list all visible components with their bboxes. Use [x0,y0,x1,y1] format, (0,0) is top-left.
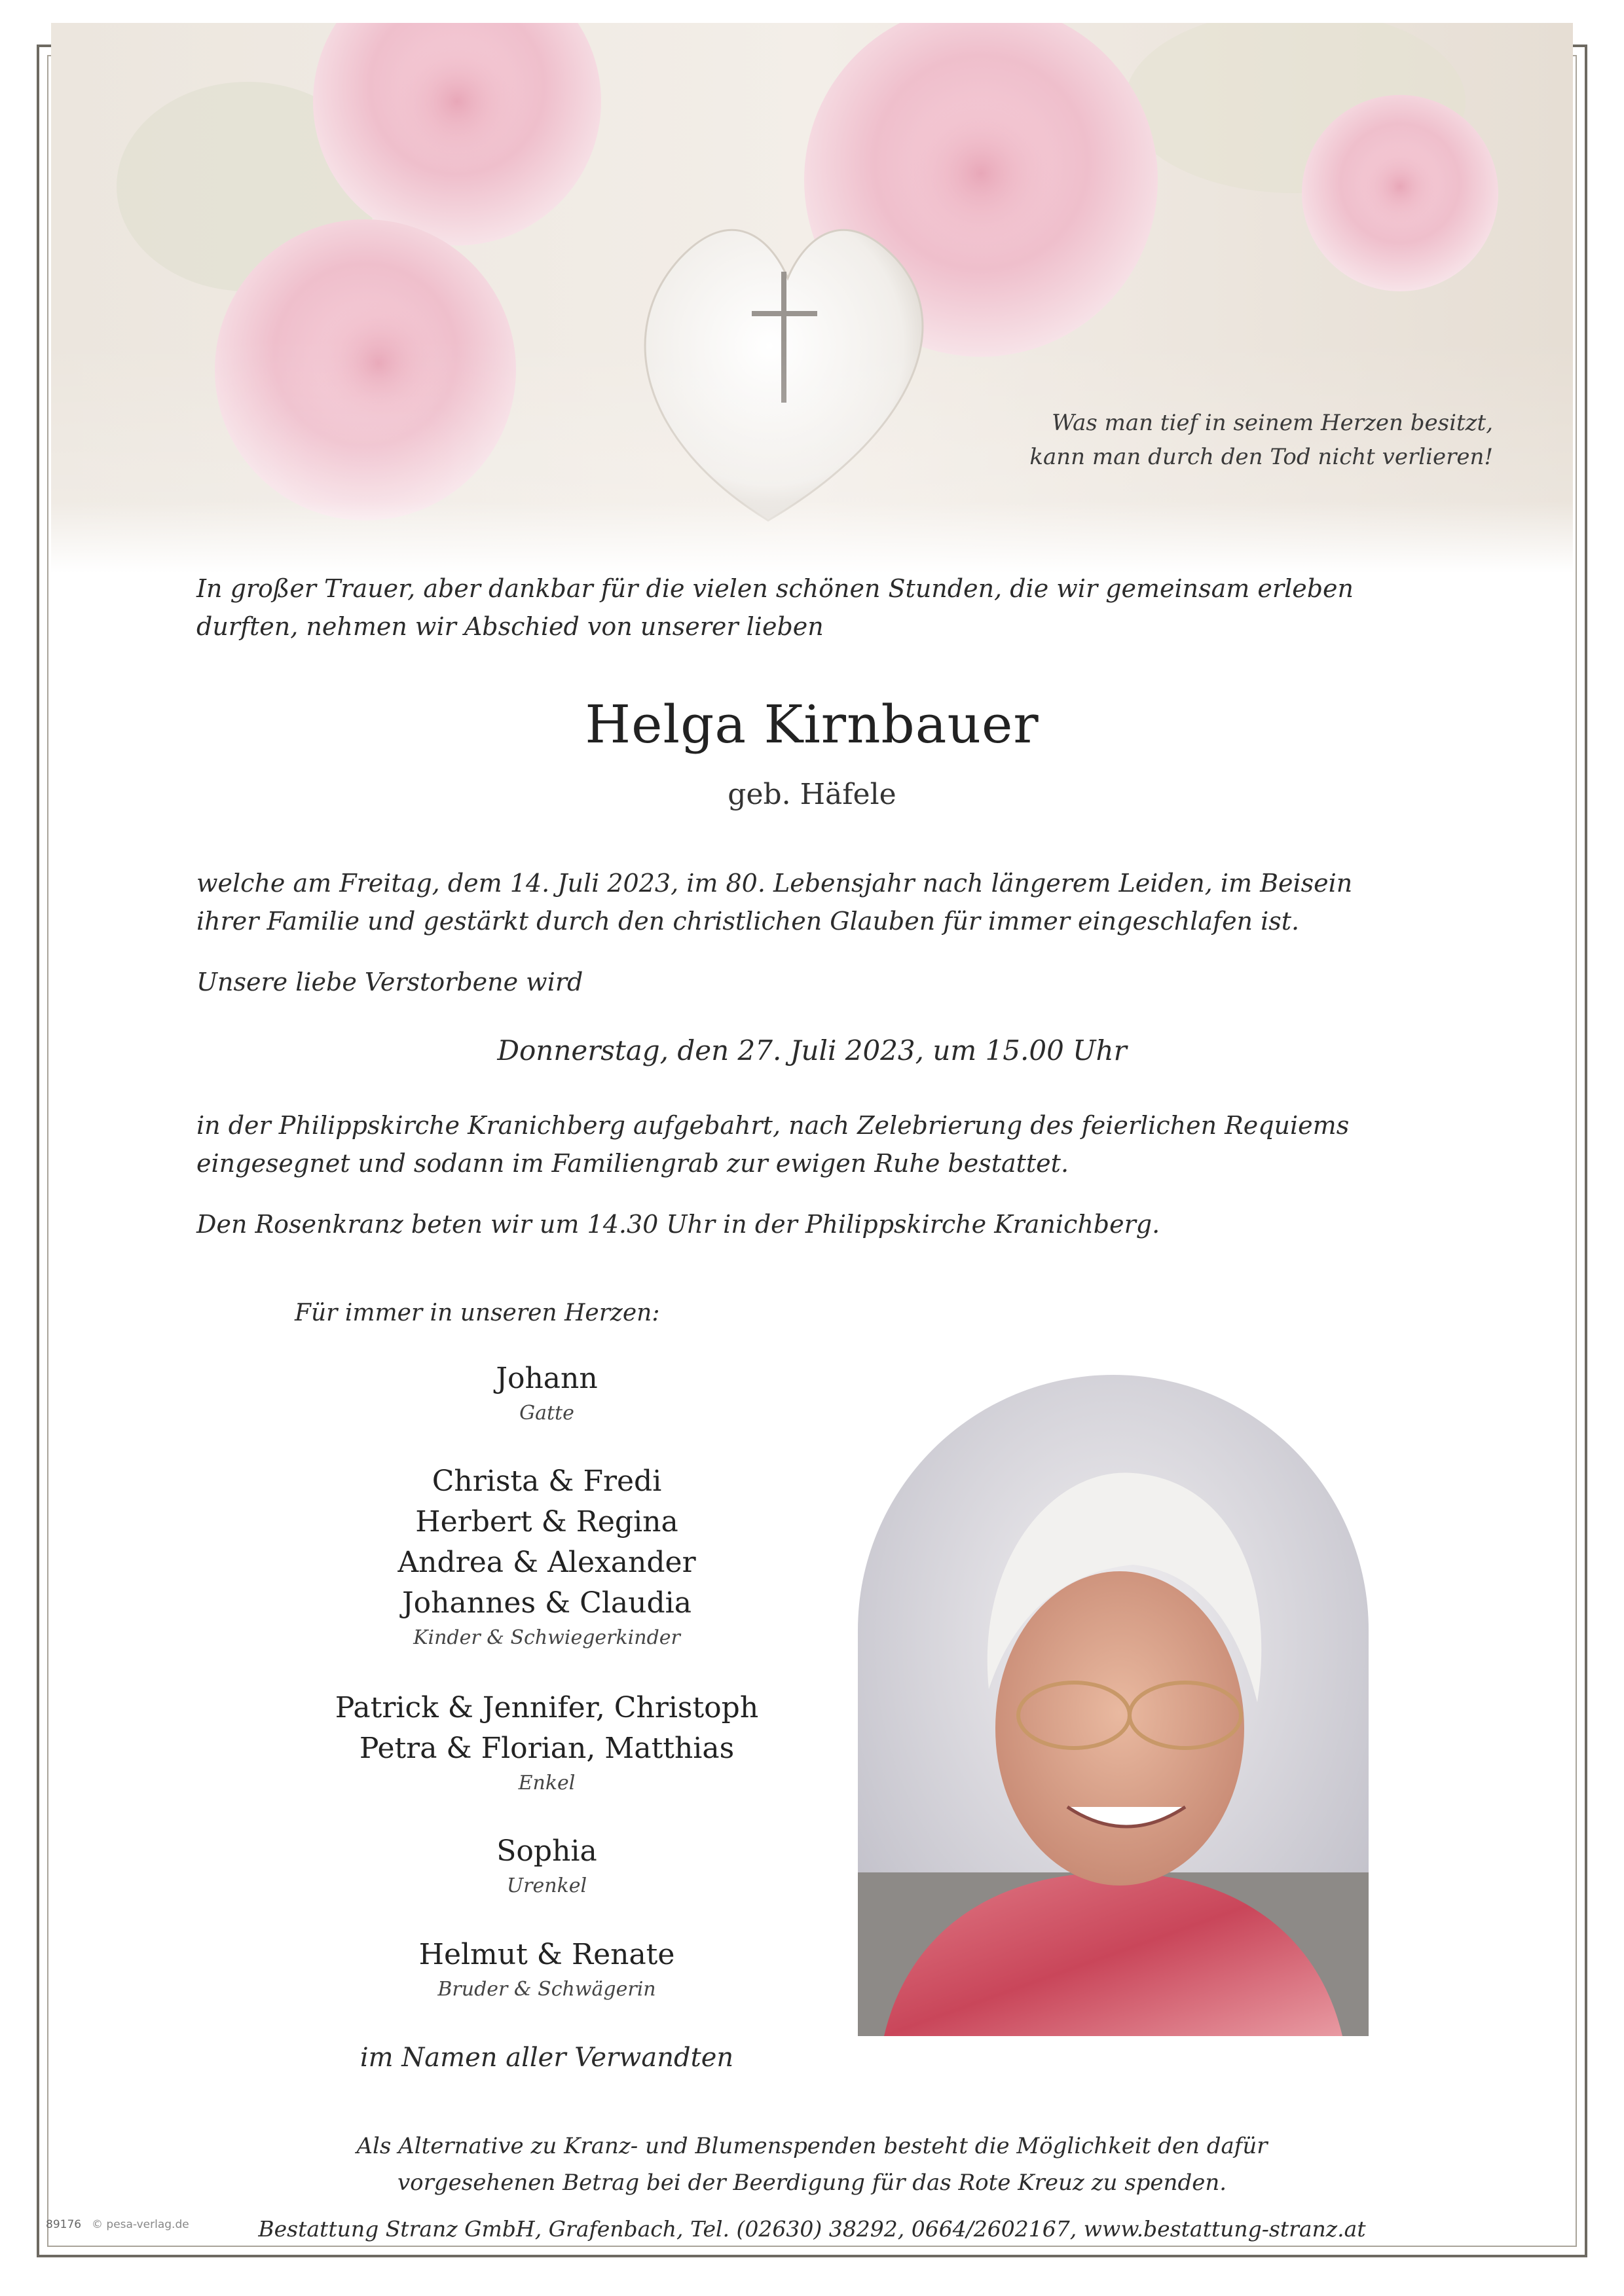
mourner-relation: Gatte [519,1402,574,1425]
quote-line-1: Was man tief in seinem Herzen besitzt, [1052,410,1493,436]
mourner-relation: Urenkel [506,1874,587,1897]
intro-line-2: durften, nehmen wir Abschied von unserer lieben [196,612,824,641]
mourner-name: Herbert & Regina [415,1505,678,1539]
portrait-photo [858,1375,1369,2036]
death-notice [196,864,1441,940]
mourner-name: Johannes & Claudia [402,1586,692,1620]
mourner-name: Patrick & Jennifer, Christoph [335,1691,759,1724]
mourner-group-spouse [196,1358,897,1428]
mourner-name: Johann [496,1362,598,1395]
rosary-text: Den Rosenkranz beten wir um 14.30 Uhr in der Philippskirche Kranichberg. [196,1210,1160,1239]
burial-line-1: in der Philippskirche Kranichberg aufgebahrt, nach Zelebrierung des feierlichen Requiems [196,1111,1350,1140]
mourner-relation: Enkel [518,1772,576,1795]
mourner-group-grandchildren [196,1688,897,1798]
quote-line-2: kann man durch den Tod nicht verlieren! [1029,444,1493,470]
mourner-name: Andrea & Alexander [397,1546,696,1579]
header-rose-image [51,23,1573,573]
maiden-name: geb. Häfele [728,778,896,811]
mourner-group-siblings [196,1935,897,2004]
burial-line-2: eingesegnet und sodann im Familiengrab zur ewigen Ruhe bestattet. [196,1149,1069,1178]
announce-text: Unsere liebe Verstorbene wird [196,968,583,996]
donation-text [0,2128,1624,2201]
burial-text [196,1106,1441,1182]
mourner-name: Petra & Florian, Matthias [359,1732,735,1765]
intro-line-1: In großer Trauer, aber dankbar für die vielen schönen Stunden, die wir gemeinsam erleben [196,574,1354,603]
funeral-date: Donnerstag, den 27. Juli 2023, um 15.00 Uhr [497,1034,1127,1066]
mourners-heading: Für immer in unseren Herzen: [295,1300,660,1326]
donation-line-1: Als Alternative zu Kranz- und Blumenspenden besteht die Möglichkeit den dafür [356,2133,1268,2159]
funeral-home-footer: Bestattung Stranz GmbH, Grafenbach, Tel. (02630) 38292, 0664/2602167, www.bestattung-stranz.at [258,2216,1366,2242]
publisher-credit: © pesa-verlag.de [92,2218,189,2231]
donation-line-2: vorgesehenen Betrag bei der Beerdigung für das Rote Kreuz zu spenden. [397,2170,1227,2196]
mourner-relation: Kinder & Schwiegerkinder [413,1626,680,1649]
mourner-group-children [196,1461,897,1652]
mourner-name: Christa & Fredi [432,1465,662,1498]
mourner-group-great-grandchildren [196,1831,897,1901]
mourner-relation: Bruder & Schwägerin [437,1978,656,2001]
death-line-1: welche am Freitag, dem 14. Juli 2023, im 80. Lebensjahr nach längerem Leiden, im Beisein [196,869,1353,898]
death-line-2: ihrer Familie und gestärkt durch den christlichen Glauben für immer eingeschlafen ist. [196,907,1300,936]
deceased-name: Helga Kirnbauer [585,694,1039,755]
mourner-name: Sophia [496,1834,597,1868]
print-code: 89176 [46,2218,82,2231]
intro-text [196,570,1441,646]
header-quote [904,406,1493,474]
mourner-name: Helmut & Renate [418,1938,675,1971]
relatives-line: im Namen aller Verwandten [360,2043,734,2073]
